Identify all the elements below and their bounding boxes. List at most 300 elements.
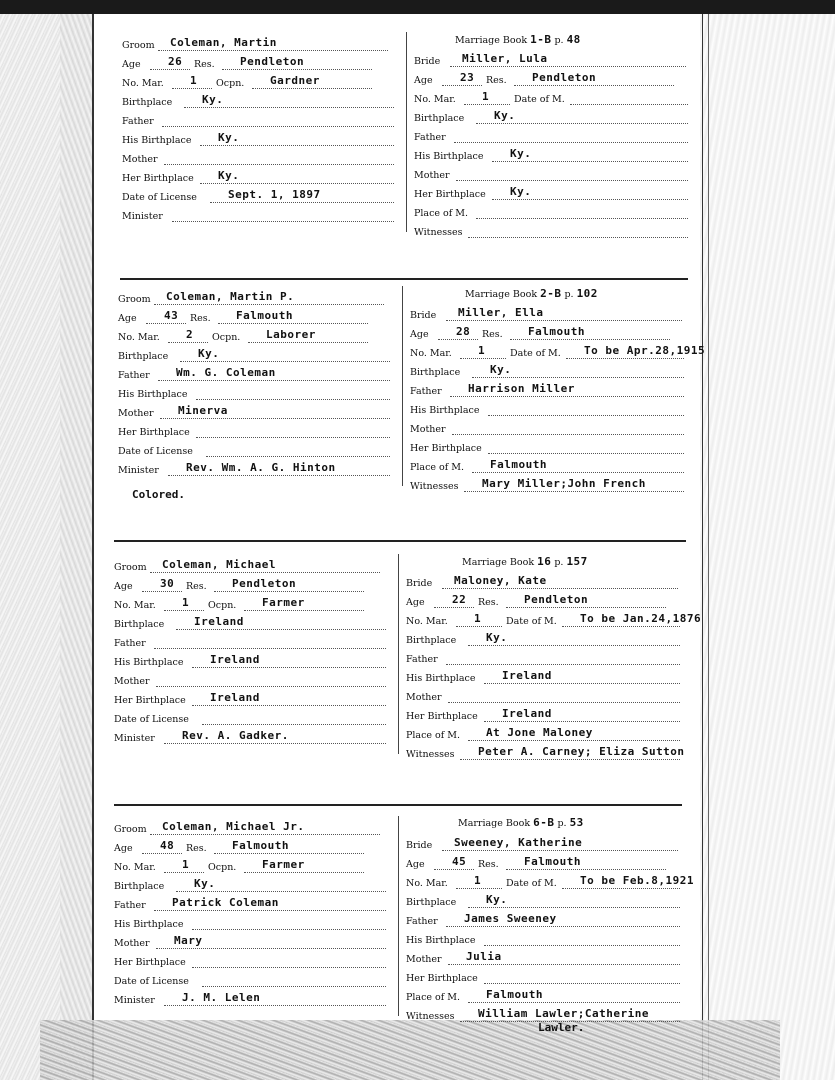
label-witnesses: Witnesses [406, 748, 455, 760]
label-minister: Minister [122, 210, 163, 222]
value-groom-birthplace: Ky. [198, 347, 220, 360]
value-groom-res: Pendleton [240, 55, 305, 68]
label-birthplace: Birthplace [118, 350, 169, 362]
label-date-of-license: Date of License [114, 975, 189, 987]
page-number: 102 [576, 287, 598, 300]
page-label: p. [557, 818, 567, 829]
field-witnesses[interactable] [460, 1005, 680, 1022]
value-date-of-license: Sept. 1, 1897 [228, 188, 321, 201]
marriage-book-label: Marriage Book [458, 818, 531, 829]
value-minister: Rev. A. Gadker. [182, 729, 289, 742]
field-groom-name[interactable] [150, 556, 380, 573]
label-place-of-m: Place of M. [406, 991, 461, 1003]
field-bride-father[interactable] [446, 910, 680, 927]
label-date-of-license: Date of License [122, 191, 197, 203]
label-bride: Bride [410, 309, 437, 321]
scan-bottom-noise [40, 1020, 780, 1080]
label-father: Father [122, 115, 154, 127]
field-bride-her-birthplace[interactable] [488, 437, 684, 454]
value-groom-no-mar: 1 [182, 596, 190, 609]
field-groom-res[interactable] [218, 307, 368, 324]
label-res: Res. [486, 74, 507, 86]
field-groom-ocpn[interactable] [252, 72, 372, 89]
label-ocpn: Ocpn. [208, 861, 237, 873]
value-place-of-m: At Jone Maloney [486, 726, 593, 739]
label-her-birthplace: Her Birthplace [114, 694, 186, 706]
value-bride-name: Miller, Lula [462, 52, 548, 65]
record-divider-3 [114, 804, 682, 806]
field-groom-father[interactable] [162, 110, 394, 127]
field-groom-father[interactable] [154, 894, 386, 911]
value-bride-age: 45 [452, 855, 467, 868]
field-date-of-license[interactable] [202, 708, 386, 725]
value-groom-age: 48 [160, 839, 175, 852]
label-res: Res. [194, 58, 215, 70]
field-groom-her-birthplace[interactable] [200, 167, 394, 184]
value-groom-her-birthplace: Ireland [210, 691, 260, 704]
value-groom-name: Coleman, Michael Jr. [162, 820, 305, 833]
field-witnesses[interactable] [464, 475, 684, 492]
label-minister: Minister [114, 732, 155, 744]
value-groom-no-mar: 1 [182, 858, 190, 871]
label-groom: Groom [118, 293, 151, 305]
label-res: Res. [190, 312, 211, 324]
field-groom-no-mar[interactable] [172, 72, 212, 89]
field-place-of-m[interactable] [476, 202, 688, 219]
field-bride-name[interactable] [446, 304, 682, 321]
label-place-of-m: Place of M. [410, 461, 465, 473]
field-bride-name[interactable] [450, 50, 686, 67]
value-bride-birthplace: Ky. [490, 363, 512, 376]
value-bride-age: 22 [452, 593, 467, 606]
marriage-book-number: 2-B [540, 287, 562, 300]
label-minister: Minister [114, 994, 155, 1006]
field-bride-mother[interactable] [452, 418, 684, 435]
field-bride-age[interactable] [438, 323, 478, 340]
label-his-birthplace: His Birthplace [114, 918, 184, 930]
field-bride-her-birthplace[interactable] [492, 183, 688, 200]
field-place-of-m[interactable] [468, 986, 680, 1003]
field-bride-no-mar[interactable] [464, 88, 510, 105]
label-birthplace: Birthplace [122, 96, 173, 108]
value-date-of-m: To be Jan.24,1876 [580, 612, 702, 625]
value-groom-birthplace: Ky. [194, 877, 216, 890]
label-her-birthplace: Her Birthplace [406, 972, 478, 984]
field-groom-res[interactable] [214, 575, 364, 592]
label-father: Father [114, 899, 146, 911]
label-date-of-m: Date of M. [510, 347, 561, 359]
field-groom-mother[interactable] [156, 670, 386, 687]
column-divider [398, 816, 399, 1016]
label-age: Age [414, 74, 433, 86]
label-place-of-m: Place of M. [414, 207, 469, 219]
field-place-of-m[interactable] [468, 724, 680, 741]
label-his-birthplace: His Birthplace [122, 134, 192, 146]
marriage-book-number: 1-B [530, 33, 552, 46]
field-bride-his-birthplace[interactable] [484, 929, 680, 946]
marriage-book-label: Marriage Book [462, 557, 535, 568]
field-bride-his-birthplace[interactable] [484, 667, 680, 684]
label-ocpn: Ocpn. [208, 599, 237, 611]
value-bride-name: Sweeney, Katherine [454, 836, 583, 849]
value-bride-father: Harrison Miller [468, 382, 575, 395]
label-witnesses: Witnesses [414, 226, 463, 238]
value-bride-birthplace: Ky. [486, 631, 508, 644]
label-place-of-m: Place of M. [406, 729, 461, 741]
page-label: p. [564, 289, 574, 300]
label-no-mar: No. Mar. [114, 861, 156, 873]
field-minister[interactable] [164, 727, 386, 744]
value-groom-ocpn: Farmer [262, 596, 305, 609]
field-groom-birthplace[interactable] [176, 613, 386, 630]
field-bride-her-birthplace[interactable] [484, 967, 680, 984]
label-date-of-m: Date of M. [514, 93, 565, 105]
label-birthplace: Birthplace [414, 112, 465, 124]
field-bride-father[interactable] [446, 648, 680, 665]
value-bride-mother: Julia [466, 950, 502, 963]
label-birthplace: Birthplace [410, 366, 461, 378]
value-date-of-m: To be Feb.8,1921 [580, 874, 694, 887]
label-mother: Mother [118, 407, 154, 419]
field-bride-father[interactable] [454, 126, 688, 143]
value-place-of-m: Falmouth [490, 458, 547, 471]
field-groom-ocpn[interactable] [244, 856, 364, 873]
field-bride-no-mar[interactable] [456, 610, 502, 627]
value-groom-her-birthplace: Ky. [218, 169, 240, 182]
value-bride-name: Maloney, Kate [454, 574, 547, 587]
marriage-book-number: 16 [537, 555, 552, 568]
value-bride-her-birthplace: Ireland [502, 707, 552, 720]
value-groom-mother: Mary [174, 934, 203, 947]
marriage-book-reference [458, 817, 587, 829]
label-no-mar: No. Mar. [118, 331, 160, 343]
label-age: Age [410, 328, 429, 340]
value-bride-birthplace: Ky. [494, 109, 516, 122]
field-place-of-m[interactable] [472, 456, 684, 473]
field-bride-name[interactable] [442, 834, 678, 851]
field-groom-name[interactable] [158, 34, 388, 51]
label-date-of-m: Date of M. [506, 615, 557, 627]
field-bride-mother[interactable] [448, 948, 680, 965]
label-her-birthplace: Her Birthplace [118, 426, 190, 438]
label-res: Res. [186, 580, 207, 592]
label-father: Father [406, 653, 438, 665]
field-bride-age[interactable] [434, 591, 474, 608]
page-label: p. [554, 35, 564, 46]
field-date-of-m[interactable] [570, 88, 688, 105]
value-groom-father: Wm. G. Coleman [176, 366, 276, 379]
value-bride-his-birthplace: Ireland [502, 669, 552, 682]
scan-right-margin [700, 14, 835, 1080]
record-divider-1 [120, 278, 688, 280]
field-minister[interactable] [168, 459, 390, 476]
marriage-book-reference [465, 288, 601, 300]
label-bride: Bride [406, 839, 433, 851]
label-minister: Minister [118, 464, 159, 476]
field-groom-ocpn[interactable] [244, 594, 364, 611]
field-bride-mother[interactable] [448, 686, 680, 703]
field-groom-father[interactable] [154, 632, 386, 649]
value-bride-no-mar: 1 [478, 344, 486, 357]
value-groom-birthplace: Ky. [202, 93, 224, 106]
label-res: Res. [186, 842, 207, 854]
field-bride-his-birthplace[interactable] [488, 399, 684, 416]
label-mother: Mother [406, 691, 442, 703]
field-groom-birthplace[interactable] [180, 345, 390, 362]
value-bride-his-birthplace: Ky. [510, 147, 532, 160]
value-groom-father: Patrick Coleman [172, 896, 279, 909]
value-place-of-m: Falmouth [486, 988, 543, 1001]
label-witnesses: Witnesses [406, 1010, 455, 1022]
page-right-edge-2 [708, 14, 709, 1080]
label-ocpn: Ocpn. [212, 331, 241, 343]
label-age: Age [114, 580, 133, 592]
value-groom-no-mar: 2 [186, 328, 194, 341]
label-his-birthplace: His Birthplace [114, 656, 184, 668]
label-no-mar: No. Mar. [122, 77, 164, 89]
field-groom-age[interactable] [150, 53, 190, 70]
value-groom-birthplace: Ireland [194, 615, 244, 628]
value-date-of-m: To be Apr.28,1915 [584, 344, 706, 357]
value-groom-his-birthplace: Ky. [218, 131, 240, 144]
field-groom-res[interactable] [214, 837, 364, 854]
field-date-of-m[interactable] [566, 342, 706, 359]
value-groom-ocpn: Laborer [266, 328, 316, 341]
column-divider [402, 286, 403, 486]
value-groom-res: Pendleton [232, 577, 297, 590]
page-number: 48 [566, 33, 581, 46]
column-divider [398, 554, 399, 754]
label-age: Age [118, 312, 137, 324]
field-date-of-license[interactable] [206, 440, 390, 457]
label-his-birthplace: His Birthplace [406, 934, 476, 946]
label-mother: Mother [414, 169, 450, 181]
field-bride-res[interactable] [506, 591, 666, 608]
field-groom-no-mar[interactable] [164, 594, 204, 611]
field-groom-his-birthplace[interactable] [192, 651, 386, 668]
field-groom-ocpn[interactable] [248, 326, 368, 343]
value-bride-res: Pendleton [532, 71, 597, 84]
label-date-of-license: Date of License [114, 713, 189, 725]
field-date-of-license[interactable] [210, 186, 394, 203]
label-father: Father [114, 637, 146, 649]
label-witnesses: Witnesses [410, 480, 459, 492]
value-groom-name: Coleman, Michael [162, 558, 276, 571]
label-groom: Groom [114, 823, 147, 835]
field-date-of-m[interactable] [562, 872, 694, 889]
field-minister[interactable] [164, 989, 386, 1006]
field-groom-mother[interactable] [156, 932, 386, 949]
page-number: 157 [566, 555, 588, 568]
field-groom-birthplace[interactable] [184, 91, 394, 108]
label-date-of-license: Date of License [118, 445, 193, 457]
field-groom-mother[interactable] [164, 148, 394, 165]
label-no-mar: No. Mar. [406, 877, 448, 889]
label-birthplace: Birthplace [114, 880, 165, 892]
field-groom-res[interactable] [222, 53, 372, 70]
field-groom-age[interactable] [146, 307, 186, 324]
value-groom-name: Coleman, Martin P. [166, 290, 295, 303]
page-number: 53 [569, 816, 584, 829]
label-no-mar: No. Mar. [114, 599, 156, 611]
value-groom-no-mar: 1 [190, 74, 198, 87]
field-bride-birthplace[interactable] [472, 361, 684, 378]
marriage-book-label: Marriage Book [455, 35, 528, 46]
field-groom-her-birthplace[interactable] [192, 951, 386, 968]
value-witnesses: Mary Miller;John French [482, 477, 646, 490]
field-groom-her-birthplace[interactable] [192, 689, 386, 706]
label-date-of-m: Date of M. [506, 877, 557, 889]
label-birthplace: Birthplace [406, 634, 457, 646]
value-bride-no-mar: 1 [474, 874, 482, 887]
value-bride-res: Falmouth [524, 855, 581, 868]
label-her-birthplace: Her Birthplace [414, 188, 486, 200]
value-bride-no-mar: 1 [474, 612, 482, 625]
value-bride-father: James Sweeney [464, 912, 557, 925]
label-bride: Bride [414, 55, 441, 67]
label-his-birthplace: His Birthplace [414, 150, 484, 162]
label-groom: Groom [114, 561, 147, 573]
value-bride-age: 28 [456, 325, 471, 338]
label-no-mar: No. Mar. [414, 93, 456, 105]
label-groom: Groom [122, 39, 155, 51]
page-label: p. [554, 557, 564, 568]
value-witnesses: Peter A. Carney; Eliza Sutton [478, 745, 685, 758]
field-groom-age[interactable] [142, 837, 182, 854]
label-mother: Mother [122, 153, 158, 165]
field-bride-res[interactable] [510, 323, 670, 340]
value-minister: J. M. Lelen [182, 991, 261, 1004]
label-ocpn: Ocpn. [216, 77, 245, 89]
value-bride-age: 23 [460, 71, 475, 84]
field-bride-her-birthplace[interactable] [484, 705, 680, 722]
field-bride-birthplace[interactable] [476, 107, 688, 124]
value-groom-age: 43 [164, 309, 179, 322]
value-bride-her-birthplace: Ky. [510, 185, 532, 198]
field-groom-name[interactable] [154, 288, 384, 305]
field-groom-age[interactable] [142, 575, 182, 592]
field-groom-his-birthplace[interactable] [192, 913, 386, 930]
label-no-mar: No. Mar. [406, 615, 448, 627]
marriage-book-number: 6-B [533, 816, 555, 829]
label-mother: Mother [114, 937, 150, 949]
field-bride-res[interactable] [514, 69, 674, 86]
field-bride-birthplace[interactable] [468, 891, 680, 908]
value-groom-age: 26 [168, 55, 183, 68]
value-witnesses: William Lawler;Catherine [478, 1007, 649, 1020]
field-date-of-license[interactable] [202, 970, 386, 987]
field-groom-father[interactable] [158, 364, 390, 381]
label-his-birthplace: His Birthplace [406, 672, 476, 684]
label-mother: Mother [410, 423, 446, 435]
value-bride-res: Falmouth [528, 325, 585, 338]
field-bride-age[interactable] [442, 69, 482, 86]
field-bride-res[interactable] [506, 853, 666, 870]
marriage-book-reference [462, 556, 591, 568]
label-age: Age [114, 842, 133, 854]
field-date-of-m[interactable] [562, 610, 702, 627]
label-her-birthplace: Her Birthplace [410, 442, 482, 454]
field-bride-father[interactable] [450, 380, 684, 397]
field-bride-his-birthplace[interactable] [492, 145, 688, 162]
value-groom-ocpn: Gardner [270, 74, 320, 87]
label-res: Res. [478, 596, 499, 608]
field-witnesses[interactable] [468, 221, 688, 238]
field-groom-name[interactable] [150, 818, 380, 835]
label-father: Father [414, 131, 446, 143]
column-divider [406, 32, 407, 232]
value-bride-no-mar: 1 [482, 90, 490, 103]
label-father: Father [410, 385, 442, 397]
witnesses-continued: Lawler. [538, 1021, 585, 1034]
label-age: Age [122, 58, 141, 70]
label-birthplace: Birthplace [114, 618, 165, 630]
value-groom-mother: Minerva [178, 404, 228, 417]
field-groom-no-mar[interactable] [168, 326, 208, 343]
label-his-birthplace: His Birthplace [118, 388, 188, 400]
field-groom-birthplace[interactable] [176, 875, 386, 892]
label-birthplace: Birthplace [406, 896, 457, 908]
field-bride-birthplace[interactable] [468, 629, 680, 646]
value-groom-ocpn: Farmer [262, 858, 305, 871]
field-groom-her-birthplace[interactable] [196, 421, 390, 438]
field-groom-mother[interactable] [160, 402, 390, 419]
field-bride-mother[interactable] [456, 164, 688, 181]
value-groom-age: 30 [160, 577, 175, 590]
value-groom-res: Falmouth [232, 839, 289, 852]
value-minister: Rev. Wm. A. G. Hinton [186, 461, 336, 474]
marriage-book-label: Marriage Book [465, 289, 538, 300]
scan-left-margin-texture [60, 14, 92, 1080]
field-groom-his-birthplace[interactable] [200, 129, 394, 146]
field-groom-his-birthplace[interactable] [196, 383, 390, 400]
record-note: Colored. [132, 488, 185, 501]
label-father: Father [118, 369, 150, 381]
label-her-birthplace: Her Birthplace [122, 172, 194, 184]
value-groom-his-birthplace: Ireland [210, 653, 260, 666]
label-her-birthplace: Her Birthplace [114, 956, 186, 968]
label-bride: Bride [406, 577, 433, 589]
value-bride-name: Miller, Ella [458, 306, 544, 319]
label-no-mar: No. Mar. [410, 347, 452, 359]
field-witnesses[interactable] [460, 743, 685, 760]
page-left-edge [92, 14, 94, 1080]
label-res: Res. [478, 858, 499, 870]
record-divider-2 [114, 540, 686, 542]
value-bride-res: Pendleton [524, 593, 589, 606]
value-bride-birthplace: Ky. [486, 893, 508, 906]
label-his-birthplace: His Birthplace [410, 404, 480, 416]
field-bride-age[interactable] [434, 853, 474, 870]
label-res: Res. [482, 328, 503, 340]
label-age: Age [406, 596, 425, 608]
field-bride-no-mar[interactable] [460, 342, 506, 359]
value-groom-name: Coleman, Martin [170, 36, 277, 49]
field-bride-name[interactable] [442, 572, 678, 589]
label-her-birthplace: Her Birthplace [406, 710, 478, 722]
page-right-edge [702, 14, 703, 1080]
field-bride-no-mar[interactable] [456, 872, 502, 889]
field-minister[interactable] [172, 205, 394, 222]
label-father: Father [406, 915, 438, 927]
marriage-book-reference [455, 34, 584, 46]
label-age: Age [406, 858, 425, 870]
field-groom-no-mar[interactable] [164, 856, 204, 873]
label-mother: Mother [114, 675, 150, 687]
scan-top-border [0, 0, 835, 14]
label-mother: Mother [406, 953, 442, 965]
value-groom-res: Falmouth [236, 309, 293, 322]
